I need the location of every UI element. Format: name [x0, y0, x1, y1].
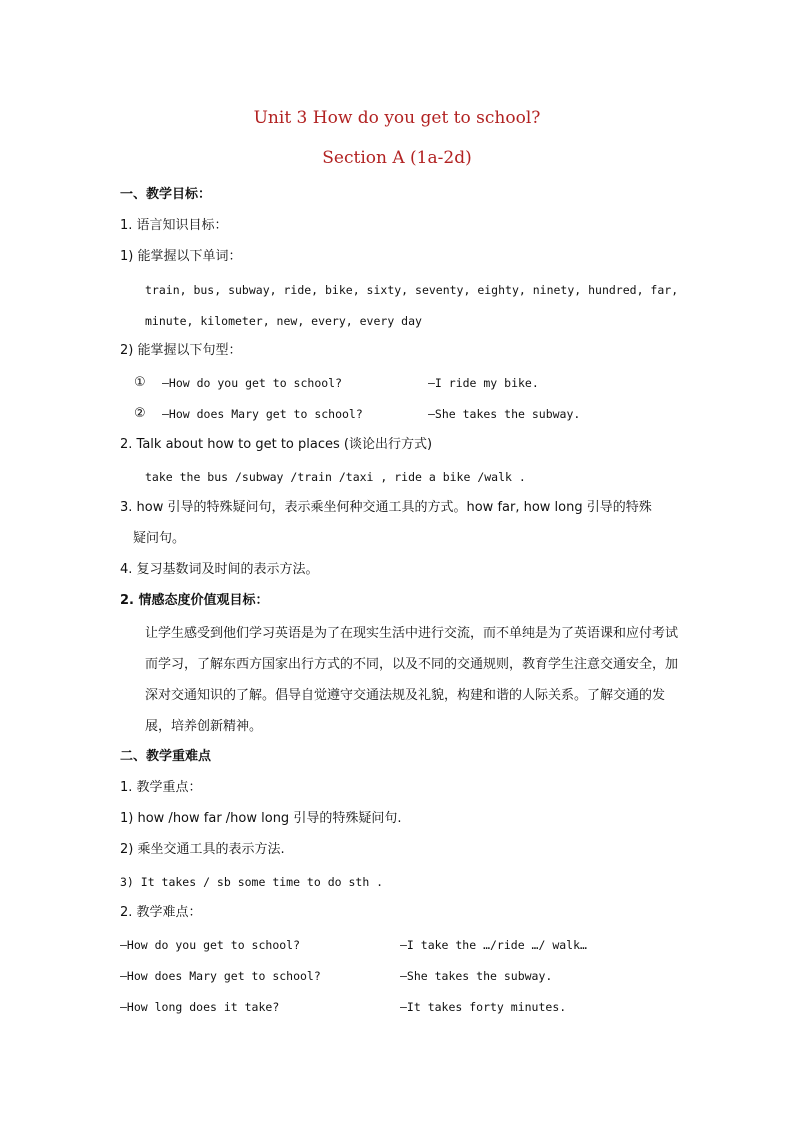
transport-phrases: take the bus /subway /train /taxi , ride a bike /walk . [145, 470, 526, 484]
word-list-line-1: train, bus, subway, ride, bike, sixty, seventy, eighty, ninety, hundred, far, [145, 283, 679, 297]
talk-about-places: 2. Talk about how to get to places (谈论出行方式) [120, 437, 433, 452]
pattern-2-number: ② [134, 406, 146, 421]
section-subtitle: Section A (1a-2d) [322, 148, 472, 168]
emotion-objective-text: 让学生感受到他们学习英语是为了在现实生活中进行交流，而不单纯是为了英语课和应付考试而学习，了解东西方国家出行方式的不同，以及不同的交通规则，教育学生注意交通安全，加深对交通知识的了解。倡导自觉遵守交通法规及礼貌，构建和谐的人际关系。了解交通的发展，培养创新精神。 [145, 626, 679, 734]
how-questions-line-2: 疑问句。 [133, 531, 186, 546]
pattern-1-question: —How do you get to school? [162, 376, 343, 390]
word-list-line-2: minute, kilometer, new, every, every day [145, 314, 422, 328]
section-heading-key-points: 二、教学重难点 [120, 749, 212, 764]
pattern-1-number: ① [134, 375, 146, 390]
pattern-1-answer: —I ride my bike. [428, 376, 539, 390]
difficult-answer-2: —She takes the subway. [400, 969, 553, 983]
page-title: Unit 3 How do you get to school? [253, 108, 541, 128]
key-point-1: 1) how /how far /how long 引导的特殊疑问句. [120, 811, 402, 826]
words-heading: 1) 能掌握以下单词： [120, 249, 242, 264]
difficult-question-2: —How does Mary get to school? [120, 969, 321, 983]
review-numbers: 4. 复习基数词及时间的表示方法。 [120, 562, 319, 577]
pattern-2-answer: —She takes the subway. [428, 407, 581, 421]
language-objective-heading: 1. 语言知识目标： [120, 218, 228, 233]
difficult-question-3: —How long does it take? [120, 1000, 280, 1014]
how-questions-line-1: 3. how 引导的特殊疑问句，表示乘坐何种交通工具的方式。how far, how long 引导的特殊 [120, 500, 652, 515]
patterns-heading: 2) 能掌握以下句型： [120, 343, 242, 358]
difficult-points-heading: 2. 教学难点： [120, 905, 202, 920]
section-heading-objectives: 一、教学目标： [120, 187, 212, 202]
emotion-objective-heading: 2. 情感态度价值观目标： [120, 593, 269, 608]
key-points-heading: 1. 教学重点： [120, 780, 202, 795]
difficult-answer-3: —It takes forty minutes. [400, 1000, 567, 1014]
pattern-2-question: —How does Mary get to school? [162, 407, 363, 421]
difficult-answer-1: —I take the …/ride …/ walk… [400, 938, 587, 952]
key-point-2: 2) 乘坐交通工具的表示方法. [120, 842, 285, 857]
key-point-3: 3) It takes / sb some time to do sth . [120, 875, 384, 889]
difficult-question-1: —How do you get to school? [120, 938, 301, 952]
